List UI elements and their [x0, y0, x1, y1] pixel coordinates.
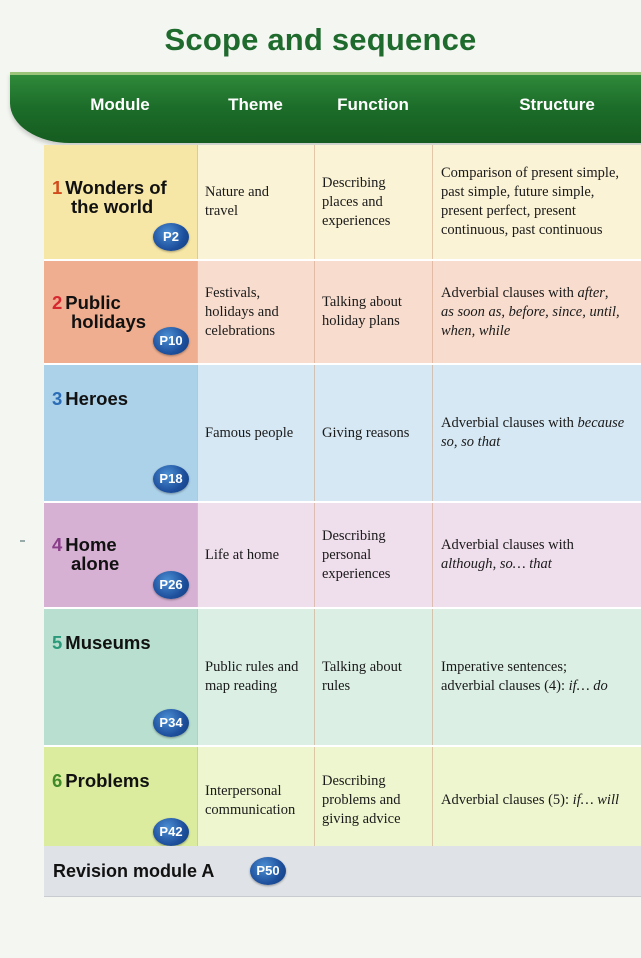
module-number: 5: [52, 632, 63, 653]
structure-cell-text: Imperative sentences; adverbial clauses (4): if… do: [441, 659, 608, 694]
header-function: Function: [337, 95, 409, 114]
module-title-text: Wonders of: [65, 177, 167, 198]
module-row: [44, 261, 641, 365]
module-cell: [44, 503, 197, 607]
theme-cell-text: Life at home: [205, 546, 280, 563]
function-cell-text: Giving reasons: [322, 424, 410, 441]
page-badge[interactable]: P42: [153, 818, 189, 846]
structure-cell: [432, 609, 641, 745]
module-number: 2: [52, 292, 63, 313]
module-cell: [44, 365, 197, 501]
theme-cell: [197, 261, 314, 363]
theme-cell-text: Famous people: [205, 424, 294, 441]
module-title-text: the world: [71, 196, 154, 217]
function-cell: [314, 609, 432, 745]
module-row: [44, 609, 641, 747]
structure-cell: [432, 503, 641, 607]
function-cell: [314, 261, 432, 363]
margin-mark: [20, 540, 25, 542]
function-cell: [314, 747, 432, 854]
module-row: [44, 503, 641, 609]
module-cell: [44, 145, 197, 259]
function-cell-text: Describing places and experiences: [322, 174, 391, 229]
module-title-text: Public: [65, 292, 121, 313]
module-title-text: Home: [65, 534, 117, 555]
header-structure: Structure: [519, 95, 595, 114]
module-number: 1: [52, 177, 63, 198]
structure-cell: [432, 145, 641, 259]
page-badge[interactable]: P26: [153, 571, 189, 599]
page-badge[interactable]: P18: [153, 465, 189, 493]
module-cell: [44, 261, 197, 363]
theme-cell-text: Public rules and map reading: [205, 659, 299, 694]
theme-cell: [197, 365, 314, 501]
function-cell-text: Talking about rules: [322, 659, 402, 694]
function-cell-text: Talking about holiday plans: [322, 294, 402, 329]
structure-cell: [432, 365, 641, 501]
structure-cell: [432, 747, 641, 854]
revision-row[interactable]: [44, 846, 641, 897]
module-cell: [44, 747, 197, 854]
module-title-text: holidays: [71, 311, 147, 332]
module-title: [52, 389, 128, 408]
structure-cell-text: Adverbial clauses with because so, so that: [441, 415, 625, 450]
theme-cell-text: Nature and travel: [205, 184, 270, 219]
module-title: [52, 633, 151, 652]
structure-cell-text: Adverbial clauses (5): if… will: [441, 792, 620, 808]
module-row: [44, 145, 641, 261]
function-cell: [314, 503, 432, 607]
theme-cell: [197, 503, 314, 607]
module-row: [44, 365, 641, 503]
page-badge[interactable]: P10: [153, 327, 189, 355]
page-badge[interactable]: P2: [153, 223, 189, 251]
theme-cell-text: Festivals, holidays and celebrations: [205, 284, 279, 339]
module-cell: [44, 609, 197, 745]
header-theme: Theme: [228, 95, 283, 114]
structure-cell-text: Adverbial clauses with after, as soon as, before, since, until, when, while: [441, 284, 620, 339]
module-title: [52, 535, 119, 573]
theme-cell: [197, 145, 314, 259]
module-title-text: alone: [71, 553, 120, 574]
module-title: [52, 293, 146, 331]
module-number: 6: [52, 770, 63, 791]
page-title: Scope and sequence: [164, 22, 477, 57]
structure-cell: [432, 261, 641, 363]
module-row: [44, 747, 641, 856]
theme-cell: [197, 609, 314, 745]
theme-cell: [197, 747, 314, 854]
theme-cell-text: Interpersonal communication: [205, 782, 296, 818]
structure-cell-text: Adverbial clauses with although, so… that: [441, 537, 574, 572]
module-title-text: Museums: [65, 632, 151, 653]
module-number: 3: [52, 388, 63, 409]
page-badge[interactable]: P34: [153, 709, 189, 737]
function-cell-text: Describing problems and giving advice: [322, 773, 401, 827]
module-title-text: Heroes: [65, 388, 129, 409]
function-cell: [314, 145, 432, 259]
revision-label: Revision module A: [53, 861, 215, 881]
module-title: [52, 771, 150, 790]
module-number: 4: [52, 534, 63, 555]
header-module: Module: [90, 95, 150, 114]
scope-table: [44, 145, 641, 856]
page-badge[interactable]: P50: [250, 857, 286, 885]
module-title: [52, 178, 167, 216]
structure-cell-text: Comparison of present simple, past simple, future simple, present perfect, present continuous, past continuous: [441, 165, 620, 238]
function-cell: [314, 365, 432, 501]
function-cell-text: Describing personal experiences: [322, 527, 391, 582]
module-title-text: Problems: [65, 770, 150, 791]
